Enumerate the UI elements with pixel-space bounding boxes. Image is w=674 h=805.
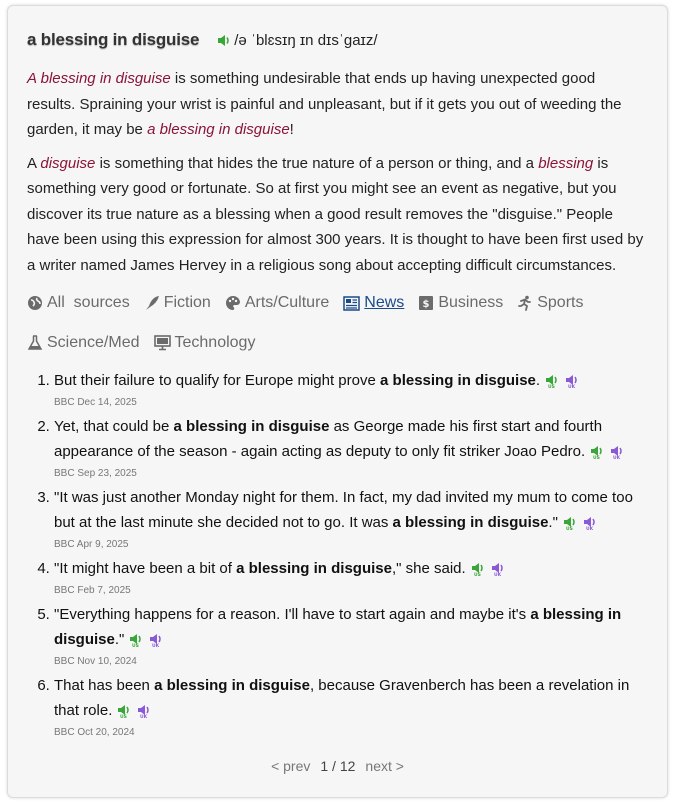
svg-text:$: $: [422, 299, 430, 310]
filter-label: Technology: [174, 334, 256, 351]
example-source: BBC Sep 23, 2025: [54, 468, 137, 479]
definition-text: is something undesirable that ends up having unexpected good results. Spraining your wrist is painful and unpleasant, but if it gets you out of weeding the garden, it may be: [27, 70, 622, 138]
example-text: But their failure to qualify for Europe might prove: [54, 372, 381, 389]
definition-paragraph-2: [27, 151, 647, 279]
example-text: Yet, that could be: [54, 418, 174, 435]
svg-text:US: US: [548, 385, 555, 389]
example-text: as George made his first start and fourth appearance of the season - again acting as deputy to only fit striker Joao Pedro.: [54, 418, 603, 460]
emphasized-term: A blessing in disguise: [27, 70, 171, 87]
example-item: [54, 414, 647, 482]
speaker-us-icon[interactable]: [563, 516, 578, 530]
definition-paragraph-1: [27, 66, 647, 143]
example-source: BBC Nov 10, 2024: [54, 656, 137, 667]
example-highlight: a blessing in disguise: [392, 514, 549, 531]
filter-label: All sources: [47, 294, 130, 311]
quill-icon: [144, 295, 164, 311]
source-filters: [27, 288, 647, 358]
pagination: [8, 758, 667, 774]
svg-text:UK: UK: [493, 573, 501, 577]
filter-label: Science/Med: [47, 334, 140, 351]
example-item: [54, 368, 647, 411]
example-text: .": [114, 631, 125, 648]
example-text: "It might have been a bit of: [54, 560, 237, 577]
filter-sports[interactable]: [517, 294, 583, 312]
example-text: That has been: [54, 677, 155, 694]
svg-text:US: US: [565, 527, 573, 531]
flask-icon: [27, 335, 47, 351]
money-icon: [418, 295, 438, 311]
filter-label: Business: [438, 294, 504, 311]
definition-text: !: [289, 121, 294, 138]
svg-text:UK: UK: [613, 456, 621, 460]
speaker-uk-icon[interactable]: [149, 633, 164, 647]
ipa-text: /ə ˈblɛsɪŋ ɪn dɪsˈgaɪz/: [234, 31, 378, 49]
filter-technology[interactable]: [154, 334, 256, 352]
speaker-us-icon[interactable]: [590, 445, 605, 459]
speaker-uk-icon[interactable]: [583, 516, 598, 530]
speaker-uk-icon[interactable]: [610, 445, 625, 459]
filter-news[interactable]: [343, 294, 404, 312]
definition-text: is something that hides the true nature of a person or thing, and a: [95, 154, 539, 172]
monitor-icon: [154, 335, 175, 351]
page-indicator: 1 / 12: [320, 758, 356, 774]
speaker-us-icon[interactable]: [117, 704, 132, 718]
example-item: [54, 673, 647, 741]
speaker-us-icon[interactable]: [545, 374, 560, 388]
svg-text:US: US: [593, 456, 601, 460]
filter-row-2: [27, 328, 647, 358]
prev-link[interactable]: < prev: [271, 758, 311, 774]
example-highlight: a blessing in disguise: [54, 606, 622, 648]
emphasized-term: blessing: [538, 154, 594, 172]
svg-text:US: US: [132, 644, 140, 648]
speaker-us-icon[interactable]: [217, 34, 231, 47]
headword: a blessing in disguise: [27, 30, 200, 49]
example-source: BBC Feb 7, 2025: [54, 585, 131, 596]
palette-icon: [225, 295, 245, 311]
globe-icon: [27, 295, 47, 311]
example-source: BBC Oct 20, 2024: [54, 727, 135, 738]
speaker-uk-icon[interactable]: [565, 374, 580, 388]
example-text: "It was just another Monday night for them. In fact, my dad invited my mum to come too but at the last minute she decided not to go. It was: [54, 489, 633, 531]
filter-row-1: [27, 288, 647, 318]
entry-header: [27, 26, 647, 54]
svg-text:UK: UK: [152, 644, 160, 648]
entry-card: [7, 5, 668, 798]
filter-label: Fiction: [163, 294, 211, 311]
example-list: [27, 368, 647, 741]
filter-science-med[interactable]: [27, 334, 140, 352]
example-text: "Everything happens for a reason. I'll have to start again and maybe it's: [54, 606, 531, 623]
definition-text: A: [27, 154, 41, 172]
example-text: ," she said.: [391, 560, 466, 577]
example-item: [54, 602, 647, 670]
filter-fiction[interactable]: [144, 294, 211, 312]
pronunciation: [217, 32, 377, 49]
example-item: [54, 556, 647, 599]
example-text: .": [548, 514, 558, 531]
emphasized-term: disguise: [40, 154, 96, 172]
example-highlight: a blessing in disguise: [236, 560, 392, 577]
example-highlight: a blessing in disguise: [154, 677, 310, 694]
svg-text:US: US: [120, 715, 128, 719]
filter-all-sources[interactable]: [27, 294, 130, 312]
speaker-us-icon[interactable]: [471, 562, 486, 576]
speaker-uk-icon[interactable]: [491, 562, 506, 576]
emphasized-term: a blessing in disguise: [147, 121, 290, 138]
example-source: BBC Dec 14, 2025: [54, 397, 137, 408]
filter-label: Arts/Culture: [244, 294, 330, 311]
speaker-uk-icon[interactable]: [137, 704, 152, 718]
example-item: [54, 485, 647, 553]
example-text: , because Gravenberch has been a revelation in that role.: [54, 677, 630, 719]
runner-icon: [517, 295, 537, 311]
filter-label: News: [364, 294, 405, 311]
example-highlight: a blessing in disguise: [380, 372, 536, 389]
next-link[interactable]: next >: [365, 758, 404, 774]
speaker-us-icon[interactable]: [129, 633, 144, 647]
example-highlight: a blessing in disguise: [173, 418, 330, 435]
filter-business[interactable]: [418, 294, 503, 312]
svg-text:UK: UK: [140, 715, 148, 719]
newspaper-icon: [343, 296, 364, 311]
definition-text: is something very good or fortunate. So at first you might see an event as negative, but you discover its true nature as a blessing when a good result removes the "disguise." People have been using this expression for almost 300 years. It is thought to have been first used by a writer named James Hervey in a religious song about accepting difficult circumstances.: [27, 154, 644, 274]
svg-text:US: US: [473, 573, 481, 577]
filter-label: Sports: [537, 294, 584, 311]
filter-arts-culture[interactable]: [225, 294, 329, 312]
svg-text:UK: UK: [568, 385, 576, 389]
example-source: BBC Apr 9, 2025: [54, 539, 129, 550]
example-text: .: [535, 372, 541, 389]
svg-text:UK: UK: [585, 527, 594, 531]
